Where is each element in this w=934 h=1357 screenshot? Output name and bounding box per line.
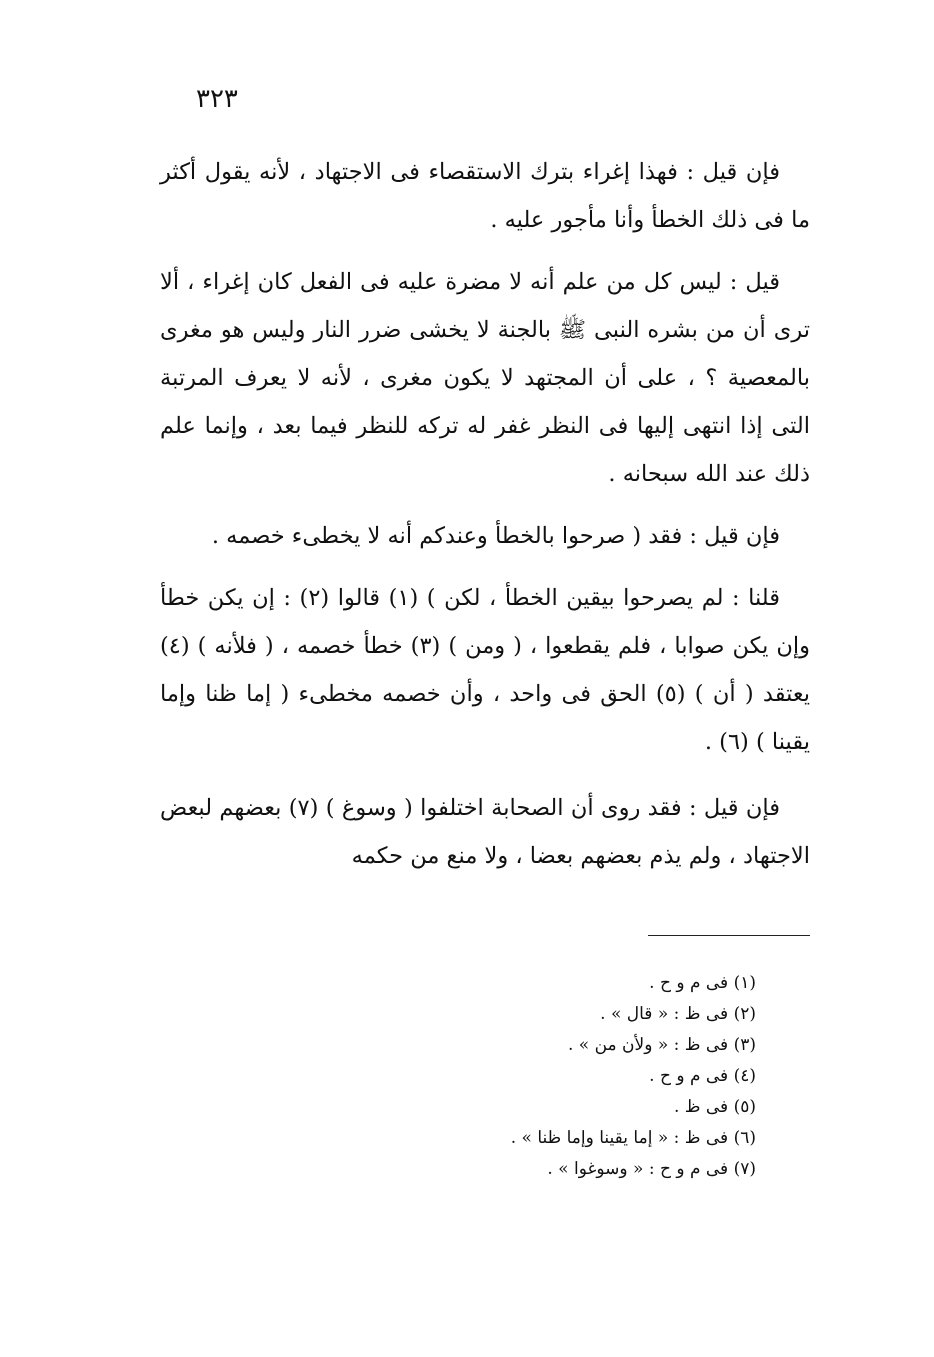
footnote: (٧) فى م و ح : « وسوغوا » .: [547, 1159, 756, 1179]
footnotes-list: [256, 968, 756, 1185]
paragraph: قلنا : لم يصرحوا بيقين الخطأ ، لكن ) (١) قالوا (٢) : إن يكن خطأ وإن يكن صوابا ، فلم يقطعوا ، ( ومن ) (٣) خطأ خصمه ، ( فلأنه ) (٤) يعتقد ( أن ) (٥) الحق فى واحد ، وأن خصمه مخطىء ( إما ظنا وإما يقينا ) (٦) .: [160, 585, 810, 755]
footnote: (٢) فى ظ : « قال » .: [600, 1004, 756, 1024]
footnote: (٥) فى ظ .: [673, 1097, 756, 1117]
paragraph: قيل : ليس كل من علم أنه لا مضرة عليه فى الفعل كان إغراء ، ألا ترى أن من بشره النبى ﷺ بالجنة لا يخشى ضرر النار وليس هو مغرى بالمعصية ؟ ، على أن المجتهد لا يكون مغرى ، لأنه لا يعرف المرتبة التى إذا انتهى إليها فى النظر غفر له تركه للنظر فيما بعد ، وإنما علم ذلك عند الله سبحانه .: [160, 269, 810, 487]
paragraph: فإن قيل : فهذا إغراء بترك الاستقصاء فى الاجتهاد ، لأنه يقول أكثر ما فى ذلك الخطأ وأنا مأجور عليه .: [160, 159, 810, 233]
footnote: (٣) فى ظ : « ولأن من » .: [567, 1035, 756, 1055]
main-text: [160, 148, 810, 894]
footnote: (٦) فى ظ : « إما يقينا وإما ظنا » .: [510, 1128, 756, 1148]
footnote-separator: [648, 935, 810, 936]
paragraph: فإن قيل : فقد ( صرحوا بالخطأ وعندكم أنه لا يخطىء خصمه .: [211, 523, 780, 549]
paragraph: فإن قيل : فقد روى أن الصحابة اختلفوا ( وسوغ ) (٧) بعضهم لبعض الاجتهاد ، ولم يذم بعضهم بعضا ، ولا منع من حكمه: [160, 795, 810, 869]
footnote: (١) فى م و ح .: [649, 973, 756, 993]
page-number: ٣٢٣: [196, 84, 238, 114]
footnote: (٤) فى م و ح .: [649, 1066, 756, 1086]
